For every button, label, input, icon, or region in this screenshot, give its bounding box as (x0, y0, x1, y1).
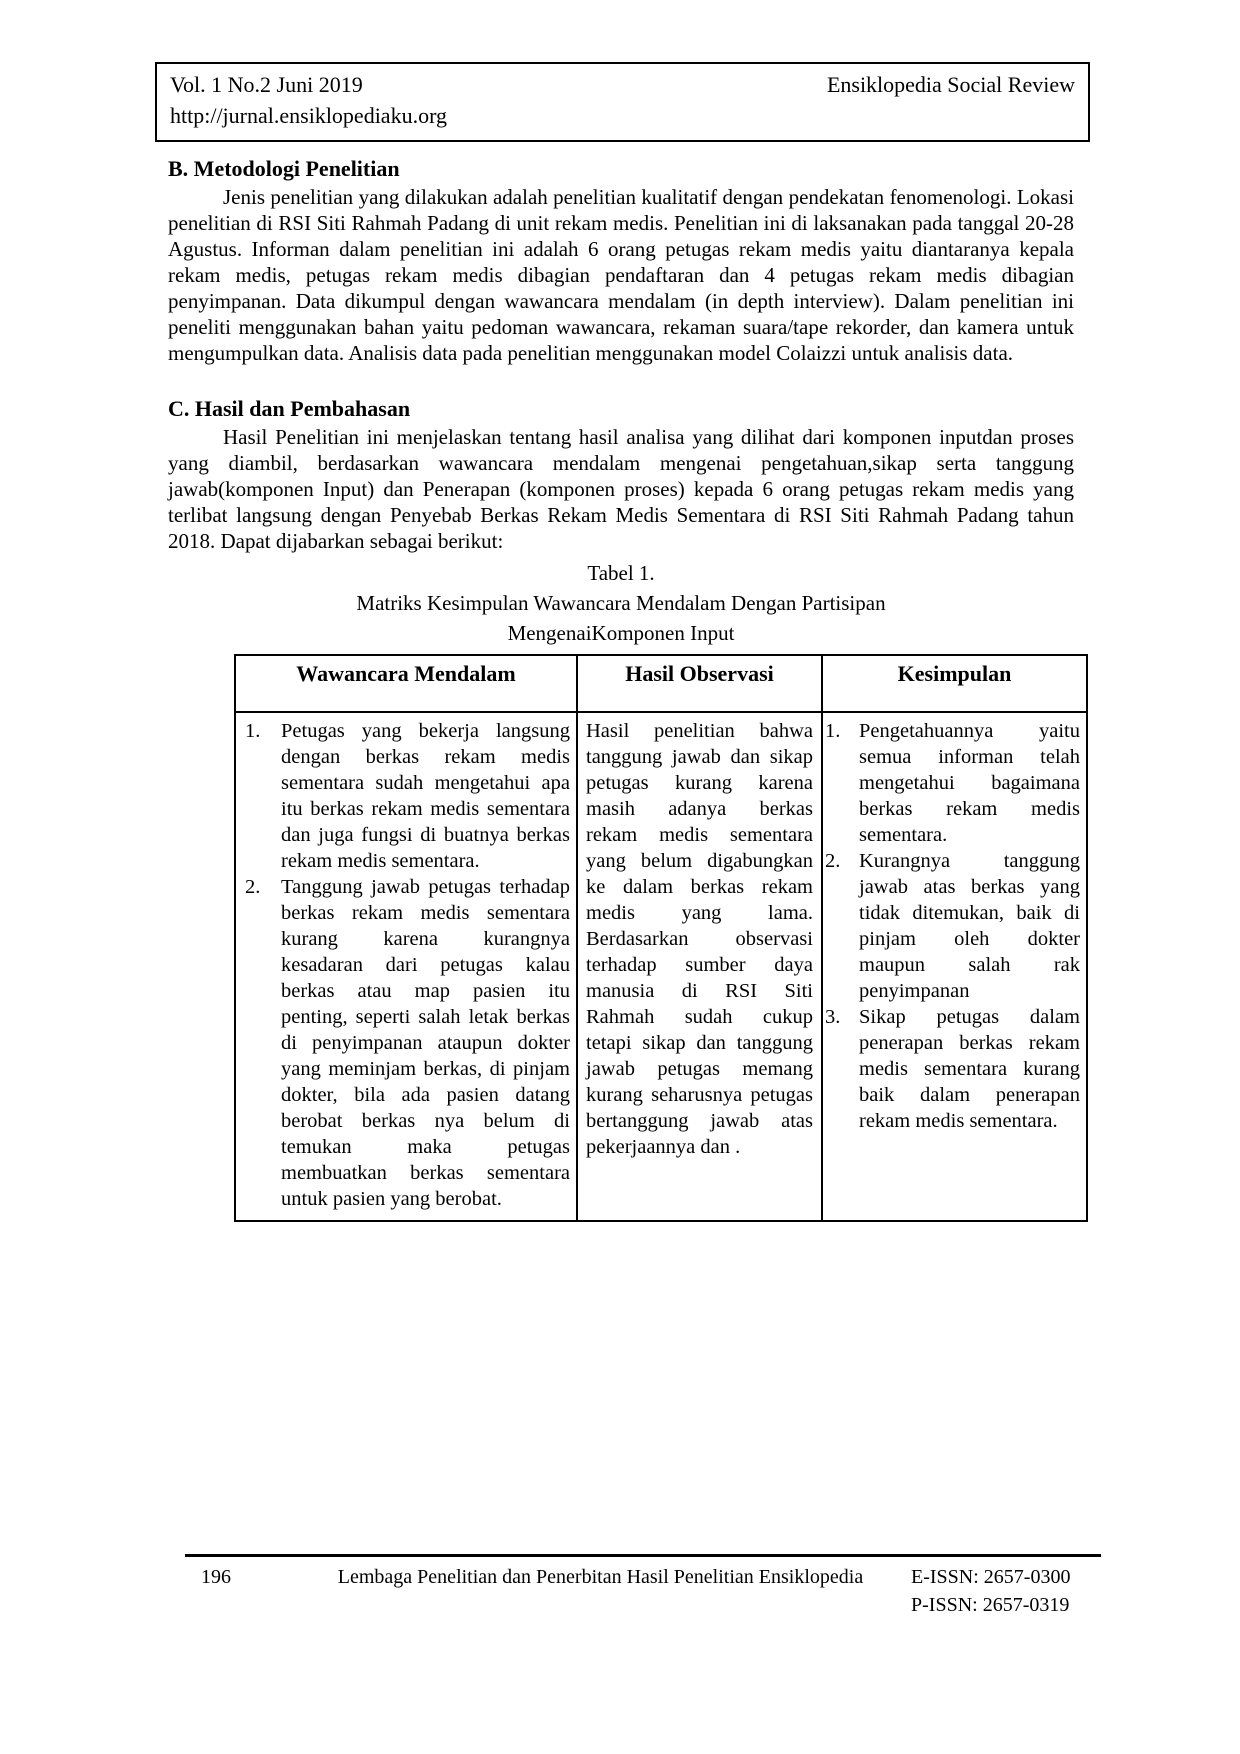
section-spacer (168, 366, 1074, 396)
journal-name-label: Ensiklopedia Social Review (826, 72, 1075, 97)
list-item-text: Kurangnya tanggung jawab atas berkas yang tidak ditemukan, baik di pinjam oleh dokter maupun salah rak penyimpanan (859, 850, 1080, 1002)
e-issn-label: E-ISSN: 2657-0300 (911, 1566, 1071, 1588)
table-caption-title: Matriks Kesimpulan Wawancara Mendalam Dengan Partisipan (356, 591, 886, 615)
section-b-paragraph: Jenis penelitian yang dilakukan adalah penelitian kualitatif dengan pendekatan fenomenologi. Lokasi penelitian di RSI Siti Rahmah Padang di unit rekam medis. Penelitian ini di laksanakan pada tanggal 20-28 Agustus. Informan dalam penelitian ini adalah 6 orang petugas rekam medis yaitu diantaranya kepala rekam medis, petugas rekam medis dibagian pendaftaran dan 4 petugas rekam medis dibagian penyimpanan. Data dikumpul dengan wawancara mendalam (in depth interview). Dalam penelitian ini peneliti menggunakan bahan yaitu pedoman wawancara, rekaman suara/tape rekorder, dan kamera untuk mengumpulkan data. Analisis data pada penelitian menggunakan model Colaizzi untuk analisis data. (168, 185, 1074, 365)
page-number: 196 (201, 1566, 231, 1588)
list-item-number: 1. (245, 720, 261, 742)
table-caption-number: Tabel 1. (587, 561, 655, 585)
matrix-table (234, 654, 1088, 1222)
list-item-number: 1. (825, 720, 841, 742)
list-item-text: Pengetahuannya yaitu semua informan telah mengetahui bagaimana berkas rekam medis sementara. (859, 720, 1080, 846)
kesimpulan-cell (822, 712, 1087, 1221)
list-item (825, 848, 1080, 1004)
table-body-row (235, 712, 1087, 1221)
observasi-text: Hasil penelitian bahwa tanggung jawab dan sikap petugas kurang karena masih adanya berkas rekam medis sementara yang belum digabungkan ke dalam berkas rekam medis yang lama. Berdasarkan observasi terhadap sumber daya manusia di RSI Siti Rahmah sudah cukup tetapi sikap dan tanggung jawab petugas memang kurang seharusnya petugas bertanggung jawab atas pekerjaannya dan . (586, 720, 813, 1158)
page-content (168, 156, 1080, 1222)
list-item (245, 874, 570, 1212)
column-header-kesimpulan: Kesimpulan (822, 655, 1087, 712)
journal-header-row (170, 69, 1075, 100)
observasi-cell (577, 712, 822, 1221)
table-header-row (235, 655, 1087, 712)
list-item-text: Petugas yang bekerja langsung dengan berkas rekam medis sementara sudah mengetahui apa itu berkas rekam medis sementara dan juga fungsi di buatnya berkas rekam medis sementara. (281, 720, 570, 872)
list-item (825, 1004, 1080, 1134)
column-header-wawancara: Wawancara Mendalam (235, 655, 577, 712)
table-caption-subtitle: MengenaiKomponen Input (507, 621, 735, 645)
list-item (825, 718, 1080, 848)
list-item-number: 2. (245, 876, 261, 898)
publisher-label: Lembaga Penelitian dan Penerbitan Hasil Penelitian Ensiklopedia (337, 1566, 864, 1588)
list-item-text: Tanggung jawab petugas terhadap berkas rekam medis sementara kurang karena kurangnya kesadaran dari petugas kalau berkas atau map pasien itu penting, seperti salah letak berkas di penyimpanan ataupun dokter yang meminjam berkas, di pinjam dokter, bila ada pasien datang berobat berkas nya belum di temukan maka petugas membuatkan berkas sementara untuk pasien yang berobat. (281, 876, 570, 1210)
journal-header-box (155, 62, 1090, 142)
section-c-paragraph: Hasil Penelitian ini menjelaskan tentang hasil analisa yang dilihat dari komponen inputdan proses yang diambil, berdasarkan wawancara mendalam mengenai pengetahuan,sikap serta tanggung jawab(komponen Input) dan Penerapan (komponen proses) kepada 6 orang petugas rekam medis yang terlibat langsung dengan Penyebab Berkas Rekam Medis Sementara di RSI Siti Rahmah Padang tahun 2018. Dapat dijabarkan sebagai berikut: (168, 425, 1074, 553)
list-item (245, 718, 570, 874)
list-item-number: 3. (825, 1006, 841, 1028)
list-item-text: Sikap petugas dalam penerapan berkas rekam medis sementara kurang baik dalam penerapan rekam medis sementara. (859, 1006, 1080, 1132)
page-footer (185, 1563, 1101, 1619)
table-caption (168, 558, 1074, 648)
section-c-title: C. Hasil dan Pembahasan (168, 396, 411, 421)
issn-block (911, 1563, 1101, 1619)
footer-divider (185, 1554, 1101, 1557)
column-header-observasi: Hasil Observasi (577, 655, 822, 712)
wawancara-cell (235, 712, 577, 1221)
section-b-title: B. Metodologi Penelitian (168, 156, 400, 181)
list-item-number: 2. (825, 850, 841, 872)
volume-issue-label: Vol. 1 No.2 Juni 2019 (170, 72, 363, 97)
journal-url: http://jurnal.ensiklopediaku.org (170, 103, 447, 128)
p-issn-label: P-ISSN: 2657-0319 (911, 1594, 1070, 1616)
